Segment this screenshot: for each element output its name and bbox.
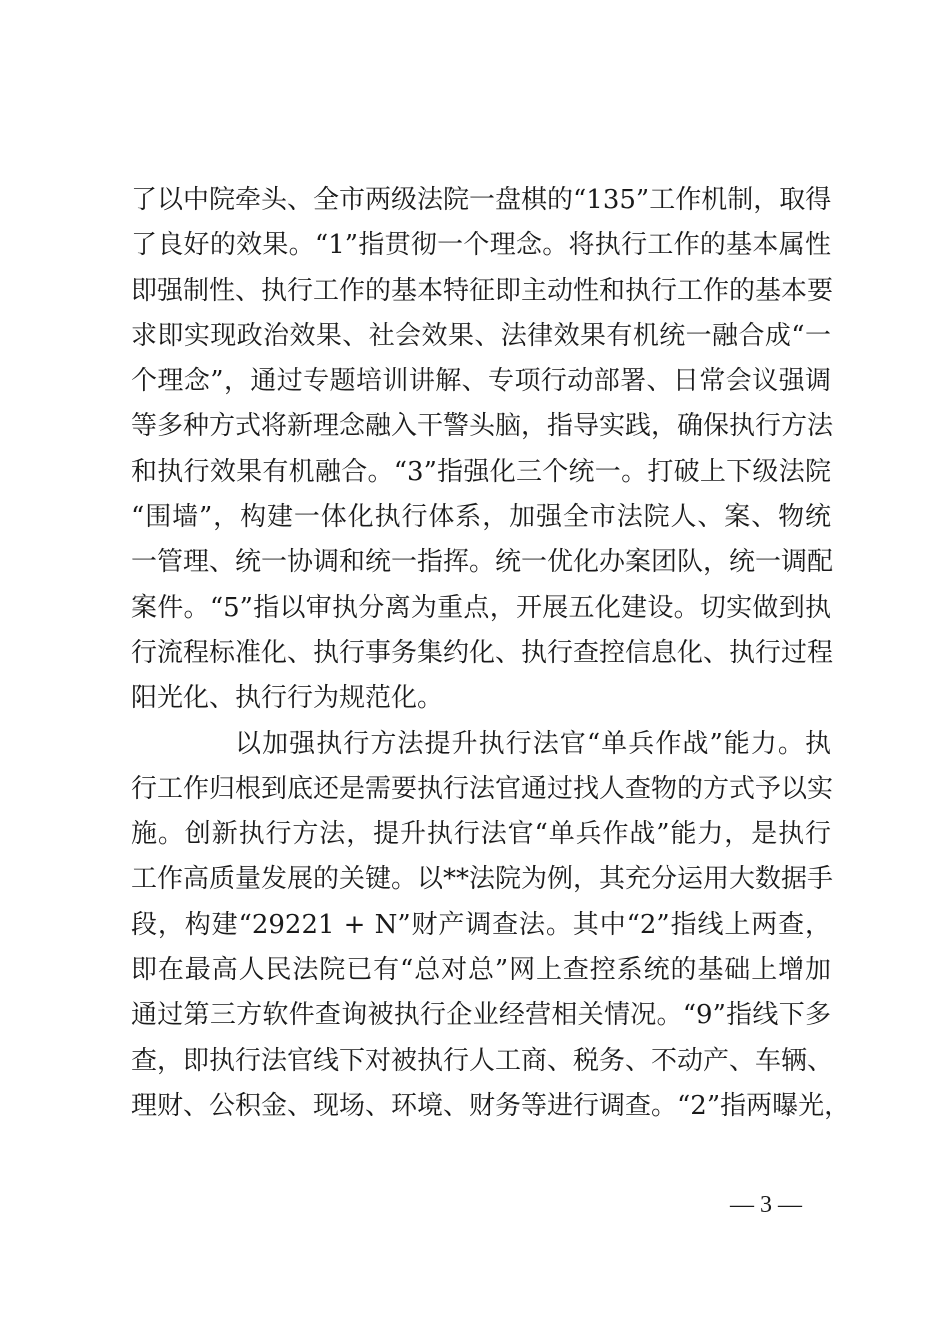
paragraph-line: 案件。“5”指以审执分离为重点，开展五化建设。切实做到执 — [131, 592, 831, 623]
paragraph-line: 即在最高人民法院已有“总对总”网上查控系统的基础上增加 — [131, 955, 831, 986]
paragraph-line: 理财、公积金、现场、环境、财务等进行调查。“2”指两曝光， — [131, 1090, 851, 1121]
paragraph-line: 了良好的效果。“1”指贯彻一个理念。将执行工作的基本属性 — [131, 230, 831, 261]
paragraph-line: 段，构建“29221 + N”财产调查法。其中“2”指线上两查， — [131, 909, 831, 940]
paragraph-line: 查，即执行法官线下对被执行人工商、税务、不动产、车辆、 — [131, 1045, 834, 1076]
document-body — [131, 178, 851, 1129]
paragraph-line: 和执行效果有机融合。“3”指强化三个统一。打破上下级法院 — [131, 456, 831, 487]
paragraph-line: 等多种方式将新理念融入干警头脑，指导实践，确保执行方法 — [131, 411, 834, 442]
paragraph-line: 阳光化、执行行为规范化。 — [131, 683, 444, 714]
paragraph-line: 求即实现政治效果、社会效果、法律效果有机统一融合成“一 — [131, 320, 831, 351]
paragraph-line: 工作高质量发展的关键。以**法院为例，其充分运用大数据手 — [131, 864, 834, 895]
paragraph-line: 了以中院牵头、全市两级法院一盘棋的“135”工作机制，取得 — [131, 185, 832, 215]
paragraph-line: 个理念”，通过专题培训讲解、专项行动部署、日常会议强调 — [131, 366, 831, 397]
paragraph-2 — [131, 722, 851, 1130]
paragraph-line: 即强制性、执行工作的基本特征即主动性和执行工作的基本要 — [131, 275, 834, 306]
paragraph-line: 一管理、统一协调和统一指挥。统一优化办案团队，统一调配 — [131, 547, 834, 578]
paragraph-line: 行工作归根到底还是需要执行法官通过找人查物的方式予以实 — [131, 773, 834, 804]
paragraph-line: “围墙”，构建一体化执行体系，加强全市法院人、案、物统 — [131, 502, 831, 533]
paragraph-line: 施。创新执行方法，提升执行法官“单兵作战”能力，是执行 — [131, 819, 831, 850]
paragraph-line: 行流程标准化、执行事务集约化、执行查控信息化、执行过程 — [131, 637, 834, 668]
paragraph-1 — [131, 178, 834, 722]
paragraph-first-line: 以加强执行方法提升执行法官“单兵作战”能力。执 — [235, 728, 831, 759]
paragraph-line: 通过第三方软件查询被执行企业经营相关情况。“9”指线下多 — [131, 1000, 831, 1031]
page-number: — 3 — — [730, 1192, 802, 1218]
